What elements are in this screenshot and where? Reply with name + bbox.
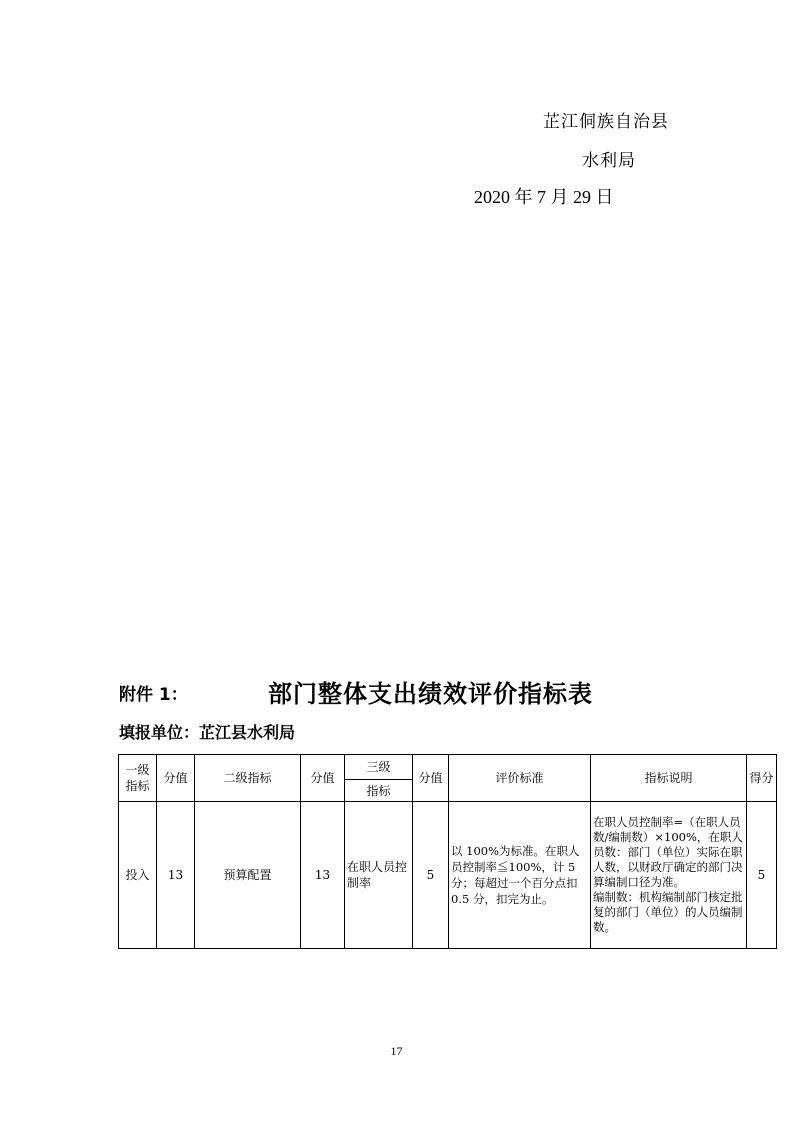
cell-obtained: 5 — [747, 802, 777, 949]
header-criteria: 评价标准 — [449, 755, 591, 802]
table-title: 部门整体支出绩效评价指标表 — [268, 680, 593, 708]
signature-organization: 芷江侗族自治县 — [543, 112, 669, 132]
header-level3-bottom: 指标 — [345, 780, 413, 802]
header-obtained: 得分 — [747, 755, 777, 802]
cell-criteria: 以 100%为标准。在职人员控制率≦100%，计 5 分；每超过一个百分点扣 0.5 分，扣完为止。 — [449, 802, 591, 949]
attachment-label: 附件 1： — [119, 685, 188, 705]
cell-score3: 5 — [413, 802, 449, 949]
reporting-unit: 填报单位：芷江县水利局 — [119, 723, 296, 742]
cell-score2: 13 — [301, 802, 345, 949]
header-row-1 — [119, 755, 777, 780]
evaluation-table — [118, 754, 777, 949]
signature-date: 2020 年 7 月 29 日 — [474, 187, 614, 207]
description-part-2: 编制数：机构编制部门核定批复的部门（单位）的人员编制数。 — [593, 890, 743, 934]
header-description: 指标说明 — [591, 755, 747, 802]
cell-level3: 在职人员控制率 — [345, 802, 413, 949]
description-part-1: 在职人员控制率=（在职人员数/编制数）×100%，在职人员数：部门（单位）实际在职人数，以财政厅确定的部门决算编制口径为准。 — [593, 815, 743, 889]
header-level3-top: 三级 — [345, 755, 413, 780]
cell-score1: 13 — [157, 802, 195, 949]
cell-level1: 投入 — [119, 802, 157, 949]
signature-department: 水利局 — [582, 151, 636, 171]
header-level2: 二级指标 — [195, 755, 301, 802]
header-level1: 一级指标 — [119, 755, 157, 802]
header-score1: 分值 — [157, 755, 195, 802]
page-number: 17 — [390, 1044, 403, 1058]
table-row — [119, 802, 777, 949]
cell-level2: 预算配置 — [195, 802, 301, 949]
header-score2: 分值 — [301, 755, 345, 802]
header-score3: 分值 — [413, 755, 449, 802]
cell-description — [591, 802, 747, 949]
